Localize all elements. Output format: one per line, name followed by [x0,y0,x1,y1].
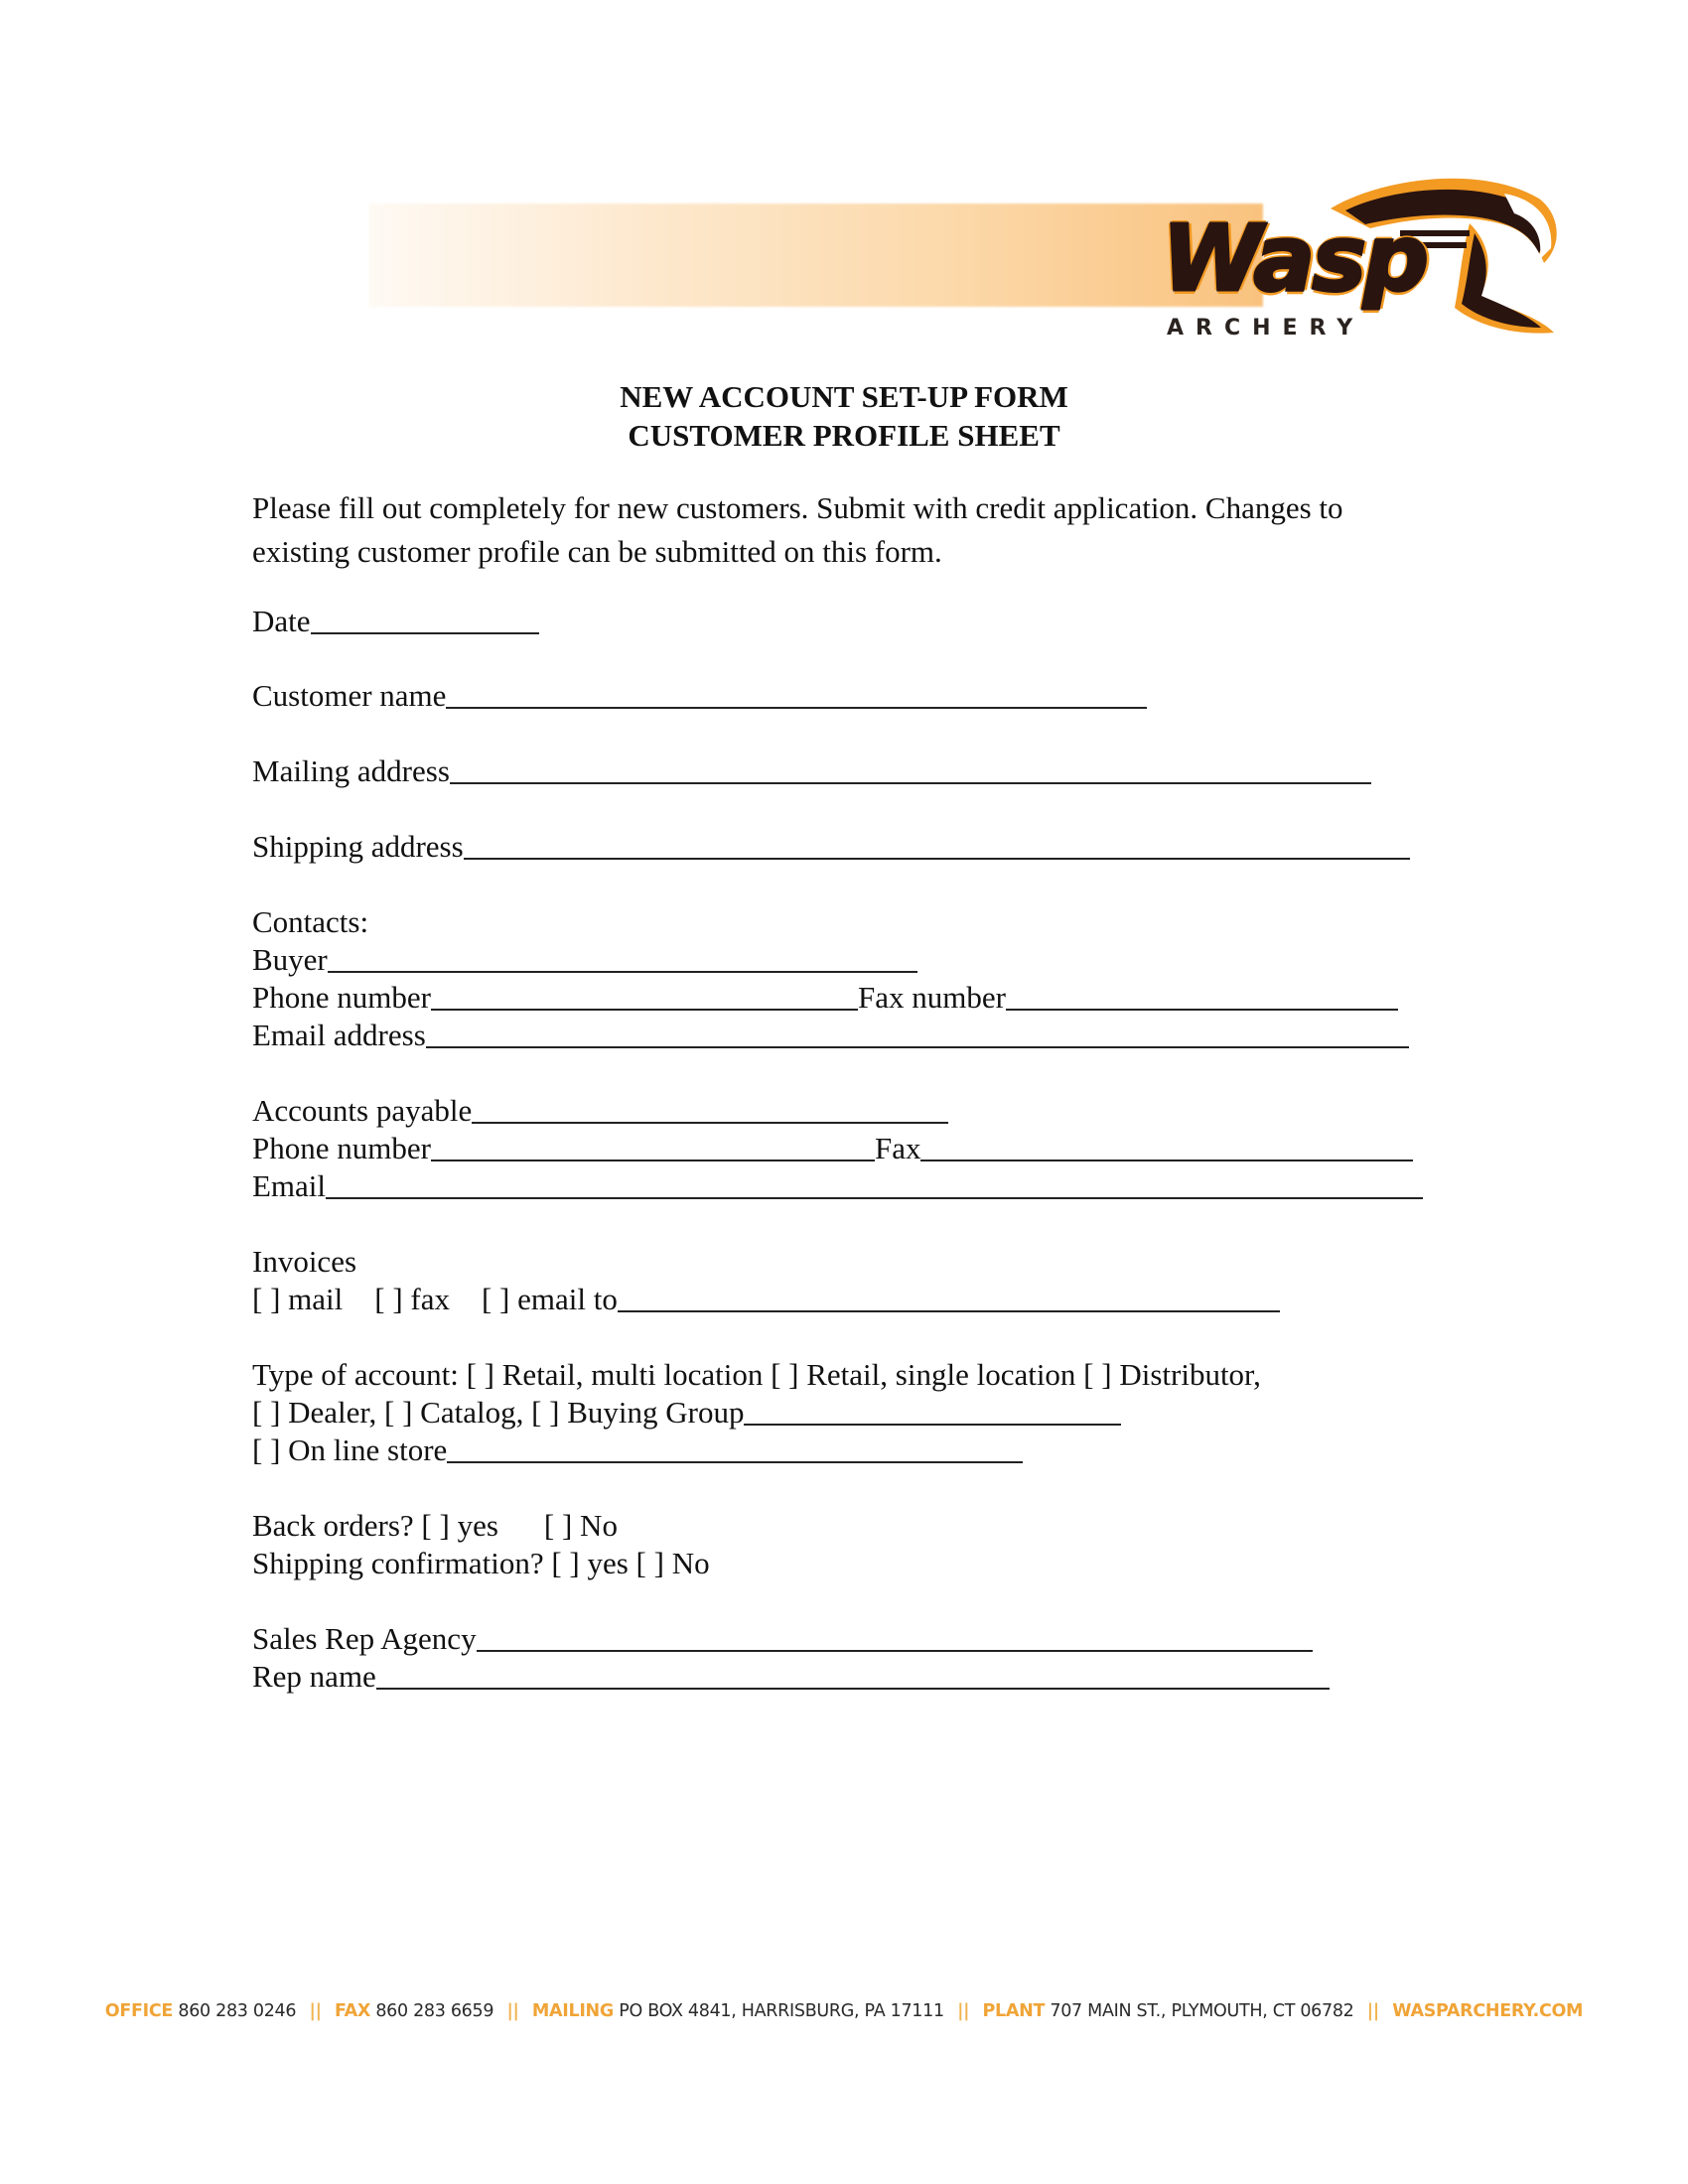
buyer-phone-label: Phone number [252,980,431,1015]
accounts-payable-field[interactable] [472,1092,948,1124]
buyer-phone-row [252,979,1398,1017]
footer-separator: || [506,2001,519,2021]
ap-row [252,1092,948,1130]
shipping-address-label: Shipping address [252,829,464,864]
ap-fax-field[interactable] [920,1130,1413,1161]
footer-fax-value: 860 283 6659 [375,2001,494,2021]
sales-rep-agency-row [252,1620,1313,1658]
footer-plant-value: 707 MAIN ST., PLYMOUTH, CT 06782 [1050,2001,1354,2021]
rep-name-label: Rep name [252,1659,376,1694]
customer-name-row [252,677,1147,715]
footer-separator: || [1366,2001,1379,2021]
title-line-1: NEW ACCOUNT SET-UP FORM [620,379,1068,414]
buyer-fax-field[interactable] [1006,979,1398,1011]
back-orders-yes-checkbox[interactable]: Back orders? [ ] yes [252,1508,498,1543]
invoices-options-row [252,1281,1280,1318]
rep-name-row [252,1658,1330,1696]
ap-fax-label: Fax [874,1131,921,1165]
ap-email-label: Email [252,1168,327,1203]
ap-phone-label: Phone number [252,1131,431,1165]
online-store-field[interactable] [447,1432,1023,1463]
invoice-fax-checkbox[interactable]: [ ] fax [374,1282,450,1316]
mailing-address-field[interactable] [450,752,1371,784]
buyer-field[interactable] [328,941,917,973]
buyer-phone-field[interactable] [431,979,858,1011]
wasp-archery-logo [1152,169,1559,347]
online-store-checkbox[interactable]: [ ] On line store [252,1433,448,1467]
footer-plant-label: PLANT [982,2001,1046,2021]
footer-separator: || [957,2001,970,2021]
account-type-row-1 [252,1356,1261,1394]
logo-subtitle: ARCHERY [1167,316,1365,341]
title-line-2: CUSTOMER PROFILE SHEET [628,418,1060,453]
buyer-row [252,941,917,979]
rep-name-field[interactable] [376,1658,1330,1690]
buyer-fax-label: Fax number [857,980,1006,1015]
footer-contact-bar [0,2001,1688,2021]
date-label: Date [252,604,311,638]
contacts-heading: Contacts: [252,904,369,939]
invoice-email-field[interactable] [618,1281,1280,1312]
footer-fax-label: FAX [334,2001,371,2021]
account-type-row-2 [252,1394,1121,1432]
buyer-email-label: Email address [252,1018,426,1052]
logo-wordmark: Wasp [1162,205,1426,312]
customer-name-label: Customer name [252,678,447,713]
footer-office-label: OFFICE [104,2001,174,2021]
sales-rep-agency-field[interactable] [477,1620,1313,1652]
footer-mailing-value: PO BOX 4841, HARRISBURG, PA 17111 [619,2001,944,2021]
invoice-mail-checkbox[interactable]: [ ] mail [252,1282,344,1316]
back-orders-no-checkbox[interactable]: [ ] No [543,1508,618,1543]
account-type-options-2[interactable]: [ ] Dealer, [ ] Catalog, [ ] Buying Group [252,1395,745,1430]
mailing-address-label: Mailing address [252,753,450,788]
ap-phone-row [252,1130,1413,1167]
footer-office-value: 860 283 0246 [178,2001,297,2021]
invoices-heading: Invoices [252,1244,357,1279]
shipping-address-field[interactable] [464,828,1410,860]
page-title [0,377,1688,455]
invoices-heading-row [252,1243,356,1281]
invoice-email-checkbox[interactable]: [ ] email to [481,1282,618,1316]
shipping-address-row [252,828,1410,866]
customer-name-field[interactable] [446,677,1147,709]
account-type-row-3 [252,1432,1023,1469]
ap-phone-field[interactable] [431,1130,875,1161]
buyer-label: Buyer [252,942,328,977]
shipping-confirmation-row [252,1545,710,1582]
footer-separator: || [309,2001,322,2021]
buying-group-field[interactable] [744,1394,1121,1426]
date-row [252,603,539,640]
footer-website-link[interactable]: WASPARCHERY.COM [1392,2001,1584,2021]
contacts-heading-row [252,903,368,941]
account-type-options-1[interactable]: Type of account: [ ] Retail, multi location [ ] Retail, single location [ ] Distributor, [252,1357,1261,1392]
back-orders-row [252,1507,618,1545]
shipping-confirmation-options[interactable]: Shipping confirmation? [ ] yes [ ] No [252,1546,710,1580]
footer-mailing-label: MAILING [531,2001,614,2021]
date-field[interactable] [311,603,539,634]
mailing-address-row [252,752,1371,790]
ap-email-field[interactable] [326,1167,1423,1199]
buyer-email-row [252,1017,1409,1054]
header-banner [369,204,1263,307]
sales-rep-agency-label: Sales Rep Agency [252,1621,477,1656]
ap-email-row [252,1167,1423,1205]
buyer-email-field[interactable] [426,1017,1409,1048]
intro-text: Please fill out completely for new customers. Submit with credit application. Changes to existing customer profile can be submitted on this form. [252,490,1343,569]
accounts-payable-label: Accounts payable [252,1093,473,1128]
